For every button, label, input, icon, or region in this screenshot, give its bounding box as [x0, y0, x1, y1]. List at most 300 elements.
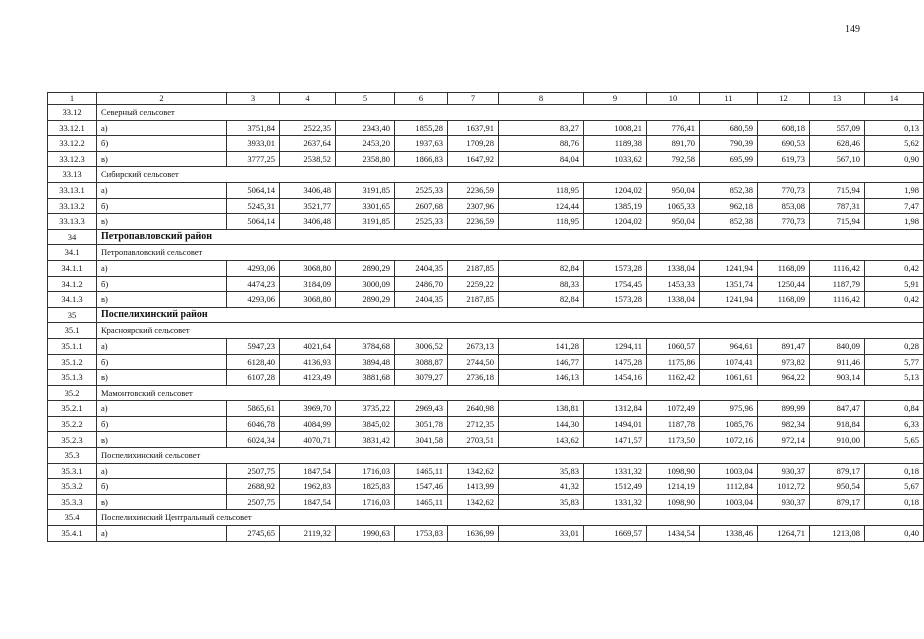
table-row	[48, 494, 924, 510]
row-variant: а)	[97, 526, 227, 542]
table-row	[48, 260, 924, 276]
cell-value: 84,04	[499, 151, 584, 167]
cell-value: 847,47	[810, 401, 865, 417]
table-row	[48, 120, 924, 136]
section-title: Сибирский сельсовет	[97, 167, 924, 183]
cell-value: 5,77	[865, 354, 924, 370]
cell-value: 3301,65	[336, 198, 395, 214]
cell-value: 770,73	[758, 214, 810, 230]
section-row	[48, 323, 924, 339]
cell-value: 964,22	[758, 370, 810, 386]
table-row	[48, 526, 924, 542]
cell-value: 1471,57	[584, 432, 647, 448]
cell-value: 982,34	[758, 416, 810, 432]
cell-value: 1012,72	[758, 479, 810, 495]
cell-value: 41,32	[499, 479, 584, 495]
cell-value: 950,54	[810, 479, 865, 495]
cell-value: 0,90	[865, 151, 924, 167]
row-code: 33.12	[48, 105, 97, 121]
cell-value: 911,46	[810, 354, 865, 370]
cell-value: 3068,80	[280, 260, 336, 276]
cell-value: 1264,71	[758, 526, 810, 542]
column-header: 3	[227, 93, 280, 105]
row-variant: б)	[97, 136, 227, 152]
row-code: 35.3	[48, 448, 97, 464]
cell-value: 2486,70	[395, 276, 448, 292]
cell-value: 1413,99	[448, 479, 499, 495]
cell-value: 1754,45	[584, 276, 647, 292]
cell-value: 143,62	[499, 432, 584, 448]
cell-value: 1,98	[865, 214, 924, 230]
cell-value: 1312,84	[584, 401, 647, 417]
section-title: Мамонтовский сельсовет	[97, 385, 924, 401]
cell-value: 608,18	[758, 120, 810, 136]
cell-value: 0,42	[865, 292, 924, 308]
row-code: 35.2.1	[48, 401, 97, 417]
column-header: 13	[810, 93, 865, 105]
cell-value: 1003,04	[700, 463, 758, 479]
cell-value: 3784,68	[336, 338, 395, 354]
column-header: 8	[499, 93, 584, 105]
column-header: 9	[584, 93, 647, 105]
row-code: 35.1	[48, 323, 97, 339]
row-code: 35.4	[48, 510, 97, 526]
cell-value: 1162,42	[647, 370, 700, 386]
cell-value: 3881,68	[336, 370, 395, 386]
section-title: Поспелихинский сельсовет	[97, 448, 924, 464]
cell-value: 3068,80	[280, 292, 336, 308]
cell-value: 1294,11	[584, 338, 647, 354]
cell-value: 1342,62	[448, 494, 499, 510]
cell-value: 1189,38	[584, 136, 647, 152]
cell-value: 6024,34	[227, 432, 280, 448]
cell-value: 4293,06	[227, 260, 280, 276]
cell-value: 0,84	[865, 401, 924, 417]
row-code: 35.2	[48, 385, 97, 401]
cell-value: 1072,49	[647, 401, 700, 417]
cell-value: 2607,68	[395, 198, 448, 214]
row-variant: а)	[97, 463, 227, 479]
cell-value: 770,73	[758, 182, 810, 198]
cell-value: 5,13	[865, 370, 924, 386]
cell-value: 4123,49	[280, 370, 336, 386]
cell-value: 950,04	[647, 182, 700, 198]
row-variant: б)	[97, 198, 227, 214]
cell-value: 82,84	[499, 260, 584, 276]
cell-value: 2890,29	[336, 260, 395, 276]
cell-value: 146,77	[499, 354, 584, 370]
cell-value: 1866,83	[395, 151, 448, 167]
row-code: 33.12.3	[48, 151, 97, 167]
section-row	[48, 448, 924, 464]
cell-value: 6128,40	[227, 354, 280, 370]
column-header: 6	[395, 93, 448, 105]
cell-value: 0,18	[865, 494, 924, 510]
row-code: 35.1.1	[48, 338, 97, 354]
cell-value: 3521,77	[280, 198, 336, 214]
cell-value: 1636,99	[448, 526, 499, 542]
table-row	[48, 292, 924, 308]
row-code: 33.12.1	[48, 120, 97, 136]
section-title: Поспелихинский Центральный сельсовет	[97, 510, 924, 526]
row-variant: а)	[97, 338, 227, 354]
cell-value: 3831,42	[336, 432, 395, 448]
cell-value: 1338,04	[647, 292, 700, 308]
section-row	[48, 167, 924, 183]
cell-value: 4021,64	[280, 338, 336, 354]
cell-value: 2745,65	[227, 526, 280, 542]
table-row	[48, 416, 924, 432]
cell-value: 1847,54	[280, 494, 336, 510]
row-code: 34.1.1	[48, 260, 97, 276]
cell-value: 852,38	[700, 182, 758, 198]
cell-value: 840,09	[810, 338, 865, 354]
cell-value: 6046,78	[227, 416, 280, 432]
row-code: 33.13.2	[48, 198, 97, 214]
cell-value: 1214,19	[647, 479, 700, 495]
cell-value: 3079,27	[395, 370, 448, 386]
table-row	[48, 198, 924, 214]
cell-value: 3088,87	[395, 354, 448, 370]
cell-value: 853,08	[758, 198, 810, 214]
cell-value: 3969,70	[280, 401, 336, 417]
cell-value: 2640,98	[448, 401, 499, 417]
cell-value: 2187,85	[448, 260, 499, 276]
row-code: 33.13.3	[48, 214, 97, 230]
cell-value: 2688,92	[227, 479, 280, 495]
cell-value: 118,95	[499, 214, 584, 230]
cell-value: 2343,40	[336, 120, 395, 136]
row-variant: а)	[97, 120, 227, 136]
table-row	[48, 338, 924, 354]
cell-value: 4293,06	[227, 292, 280, 308]
cell-value: 35,83	[499, 494, 584, 510]
cell-value: 3191,85	[336, 214, 395, 230]
cell-value: 1331,32	[584, 494, 647, 510]
cell-value: 1241,94	[700, 260, 758, 276]
section-title: Северный сельсовет	[97, 105, 924, 121]
cell-value: 3041,58	[395, 432, 448, 448]
cell-value: 5,91	[865, 276, 924, 292]
cell-value: 1250,44	[758, 276, 810, 292]
cell-value: 1338,04	[647, 260, 700, 276]
table-row	[48, 401, 924, 417]
cell-value: 1331,32	[584, 463, 647, 479]
section-title: Петропавловский район	[97, 229, 924, 245]
cell-value: 35,83	[499, 463, 584, 479]
cell-value: 2538,52	[280, 151, 336, 167]
row-variant: б)	[97, 416, 227, 432]
cell-value: 1074,41	[700, 354, 758, 370]
cell-value: 1060,57	[647, 338, 700, 354]
section-title: Поспелихинский район	[97, 307, 924, 323]
cell-value: 33,01	[499, 526, 584, 542]
cell-value: 88,76	[499, 136, 584, 152]
row-variant: а)	[97, 401, 227, 417]
cell-value: 1855,28	[395, 120, 448, 136]
cell-value: 1187,79	[810, 276, 865, 292]
cell-value: 5064,14	[227, 182, 280, 198]
cell-value: 930,37	[758, 463, 810, 479]
section-row	[48, 245, 924, 261]
cell-value: 1475,28	[584, 354, 647, 370]
cell-value: 1962,83	[280, 479, 336, 495]
cell-value: 1098,90	[647, 494, 700, 510]
cell-value: 790,39	[700, 136, 758, 152]
cell-value: 2307,96	[448, 198, 499, 214]
cell-value: 891,70	[647, 136, 700, 152]
column-header: 7	[448, 93, 499, 105]
cell-value: 792,58	[647, 151, 700, 167]
cell-value: 879,17	[810, 494, 865, 510]
cell-value: 1547,46	[395, 479, 448, 495]
cell-value: 5947,23	[227, 338, 280, 354]
cell-value: 1241,94	[700, 292, 758, 308]
section-title: Петропавловский сельсовет	[97, 245, 924, 261]
cell-value: 5865,61	[227, 401, 280, 417]
cell-value: 5245,31	[227, 198, 280, 214]
cell-value: 1,98	[865, 182, 924, 198]
cell-value: 1061,61	[700, 370, 758, 386]
cell-value: 972,14	[758, 432, 810, 448]
row-code: 33.12.2	[48, 136, 97, 152]
cell-value: 5,65	[865, 432, 924, 448]
cell-value: 918,84	[810, 416, 865, 432]
cell-value: 3406,48	[280, 214, 336, 230]
row-code: 35.4.1	[48, 526, 97, 542]
section-row	[48, 385, 924, 401]
cell-value: 83,27	[499, 120, 584, 136]
cell-value: 879,17	[810, 463, 865, 479]
cell-value: 3933,01	[227, 136, 280, 152]
column-header: 10	[647, 93, 700, 105]
cell-value: 4136,93	[280, 354, 336, 370]
row-code: 35.3.1	[48, 463, 97, 479]
row-code: 34.1.3	[48, 292, 97, 308]
cell-value: 0,13	[865, 120, 924, 136]
cell-value: 1187,78	[647, 416, 700, 432]
column-header: 14	[865, 93, 924, 105]
cell-value: 1709,28	[448, 136, 499, 152]
cell-value: 962,18	[700, 198, 758, 214]
cell-value: 7,47	[865, 198, 924, 214]
row-variant: в)	[97, 292, 227, 308]
cell-value: 3006,52	[395, 338, 448, 354]
data-table	[47, 92, 924, 542]
row-code: 34.1.2	[48, 276, 97, 292]
cell-value: 619,73	[758, 151, 810, 167]
cell-value: 5,67	[865, 479, 924, 495]
row-variant: а)	[97, 182, 227, 198]
cell-value: 3191,85	[336, 182, 395, 198]
cell-value: 3845,02	[336, 416, 395, 432]
cell-value: 3051,78	[395, 416, 448, 432]
cell-value: 973,82	[758, 354, 810, 370]
cell-value: 118,95	[499, 182, 584, 198]
cell-value: 2187,85	[448, 292, 499, 308]
row-variant: в)	[97, 214, 227, 230]
cell-value: 1112,84	[700, 479, 758, 495]
cell-value: 1847,54	[280, 463, 336, 479]
section-row	[48, 229, 924, 245]
column-header: 11	[700, 93, 758, 105]
cell-value: 2453,20	[336, 136, 395, 152]
cell-value: 1385,19	[584, 198, 647, 214]
cell-value: 1098,90	[647, 463, 700, 479]
cell-value: 1175,86	[647, 354, 700, 370]
cell-value: 2236,59	[448, 182, 499, 198]
cell-value: 1647,92	[448, 151, 499, 167]
section-row	[48, 510, 924, 526]
cell-value: 3000,09	[336, 276, 395, 292]
cell-value: 2969,43	[395, 401, 448, 417]
table-row	[48, 370, 924, 386]
table-row	[48, 182, 924, 198]
cell-value: 1085,76	[700, 416, 758, 432]
cell-value: 3184,09	[280, 276, 336, 292]
cell-value: 891,47	[758, 338, 810, 354]
cell-value: 2259,22	[448, 276, 499, 292]
cell-value: 1008,21	[584, 120, 647, 136]
cell-value: 690,53	[758, 136, 810, 152]
cell-value: 0,40	[865, 526, 924, 542]
column-header: 4	[280, 93, 336, 105]
cell-value: 1573,28	[584, 260, 647, 276]
cell-value: 1116,42	[810, 292, 865, 308]
cell-value: 144,30	[499, 416, 584, 432]
cell-value: 3406,48	[280, 182, 336, 198]
cell-value: 910,00	[810, 432, 865, 448]
row-code: 33.13.1	[48, 182, 97, 198]
cell-value: 1494,01	[584, 416, 647, 432]
table-body	[48, 93, 924, 542]
cell-value: 2358,80	[336, 151, 395, 167]
cell-value: 2637,64	[280, 136, 336, 152]
row-variant: в)	[97, 432, 227, 448]
cell-value: 695,99	[700, 151, 758, 167]
cell-value: 3735,22	[336, 401, 395, 417]
cell-value: 903,14	[810, 370, 865, 386]
row-variant: в)	[97, 370, 227, 386]
cell-value: 1573,28	[584, 292, 647, 308]
cell-value: 715,94	[810, 214, 865, 230]
cell-value: 1173,50	[647, 432, 700, 448]
cell-value: 1003,04	[700, 494, 758, 510]
cell-value: 4084,99	[280, 416, 336, 432]
cell-value: 557,09	[810, 120, 865, 136]
cell-value: 3777,25	[227, 151, 280, 167]
cell-value: 787,31	[810, 198, 865, 214]
row-code: 33.13	[48, 167, 97, 183]
cell-value: 1716,03	[336, 494, 395, 510]
cell-value: 138,81	[499, 401, 584, 417]
cell-value: 2119,32	[280, 526, 336, 542]
section-title: Красноярский сельсовет	[97, 323, 924, 339]
cell-value: 2673,13	[448, 338, 499, 354]
cell-value: 1204,02	[584, 214, 647, 230]
row-code: 35	[48, 307, 97, 323]
row-code: 35.2.2	[48, 416, 97, 432]
cell-value: 2507,75	[227, 463, 280, 479]
cell-value: 1116,42	[810, 260, 865, 276]
cell-value: 1204,02	[584, 182, 647, 198]
header-row	[48, 93, 924, 105]
table-row	[48, 479, 924, 495]
cell-value: 1072,16	[700, 432, 758, 448]
cell-value: 899,99	[758, 401, 810, 417]
cell-value: 1990,63	[336, 526, 395, 542]
table-row	[48, 151, 924, 167]
cell-value: 975,96	[700, 401, 758, 417]
cell-value: 2404,35	[395, 292, 448, 308]
cell-value: 1434,54	[647, 526, 700, 542]
column-header: 12	[758, 93, 810, 105]
row-variant: б)	[97, 354, 227, 370]
cell-value: 1716,03	[336, 463, 395, 479]
cell-value: 1342,62	[448, 463, 499, 479]
row-code: 35.2.3	[48, 432, 97, 448]
cell-value: 1351,74	[700, 276, 758, 292]
cell-value: 4474,23	[227, 276, 280, 292]
row-variant: а)	[97, 260, 227, 276]
column-header: 2	[97, 93, 227, 105]
cell-value: 715,94	[810, 182, 865, 198]
cell-value: 1033,62	[584, 151, 647, 167]
row-code: 35.3.3	[48, 494, 97, 510]
cell-value: 964,61	[700, 338, 758, 354]
cell-value: 5064,14	[227, 214, 280, 230]
cell-value: 82,84	[499, 292, 584, 308]
row-variant: в)	[97, 494, 227, 510]
table-row	[48, 463, 924, 479]
cell-value: 776,41	[647, 120, 700, 136]
cell-value: 2522,35	[280, 120, 336, 136]
cell-value: 567,10	[810, 151, 865, 167]
cell-value: 950,04	[647, 214, 700, 230]
row-code: 35.1.2	[48, 354, 97, 370]
cell-value: 2404,35	[395, 260, 448, 276]
cell-value: 3894,48	[336, 354, 395, 370]
cell-value: 1168,09	[758, 260, 810, 276]
cell-value: 628,46	[810, 136, 865, 152]
cell-value: 1454,16	[584, 370, 647, 386]
cell-value: 1637,91	[448, 120, 499, 136]
cell-value: 0,42	[865, 260, 924, 276]
cell-value: 3751,84	[227, 120, 280, 136]
cell-value: 930,37	[758, 494, 810, 510]
cell-value: 1512,49	[584, 479, 647, 495]
cell-value: 146,13	[499, 370, 584, 386]
cell-value: 1338,46	[700, 526, 758, 542]
cell-value: 1825,83	[336, 479, 395, 495]
row-variant: б)	[97, 479, 227, 495]
cell-value: 852,38	[700, 214, 758, 230]
cell-value: 5,62	[865, 136, 924, 152]
cell-value: 2525,33	[395, 182, 448, 198]
row-code: 34	[48, 229, 97, 245]
cell-value: 680,59	[700, 120, 758, 136]
cell-value: 1168,09	[758, 292, 810, 308]
cell-value: 1753,83	[395, 526, 448, 542]
cell-value: 1453,33	[647, 276, 700, 292]
cell-value: 2507,75	[227, 494, 280, 510]
table-row	[48, 276, 924, 292]
cell-value: 0,18	[865, 463, 924, 479]
row-code: 34.1	[48, 245, 97, 261]
cell-value: 4070,71	[280, 432, 336, 448]
table-row	[48, 136, 924, 152]
row-code: 35.1.3	[48, 370, 97, 386]
